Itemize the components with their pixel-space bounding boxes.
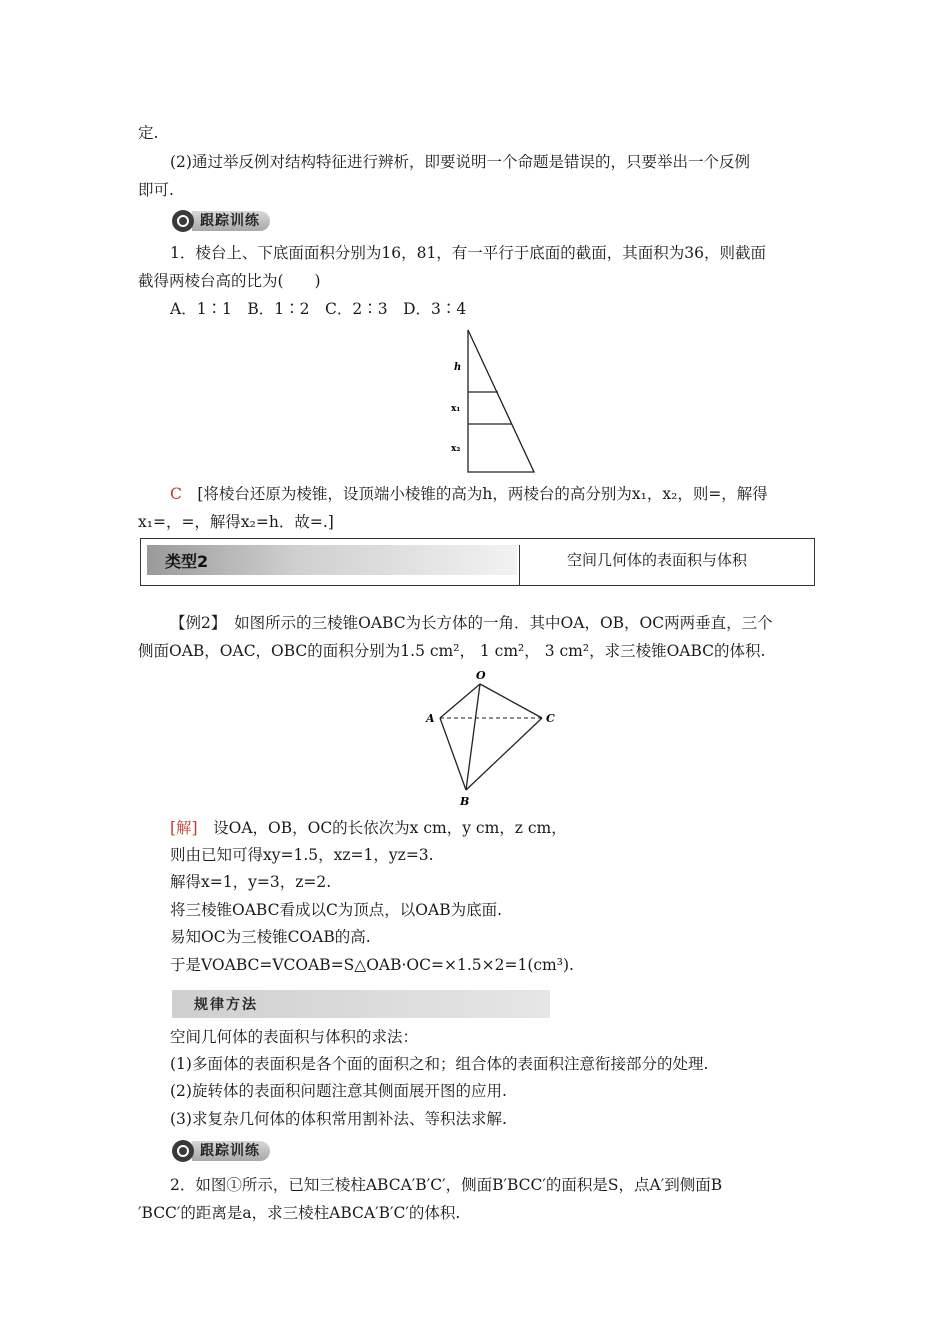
practice-badge: [172, 1140, 270, 1162]
solution-line: 易知OC为三棱锥COAB的高.: [170, 928, 371, 946]
question-1-options: A．1∶1 B．1∶2 C．2∶3 D．3∶4: [170, 300, 467, 318]
badge-label: 跟踪训练: [192, 1141, 270, 1161]
label-a: A: [426, 712, 435, 725]
solution-line: [170, 818, 567, 838]
edge: [480, 684, 542, 718]
question-1-line: 截得两棱台高的比为( ): [138, 272, 321, 290]
example-line: 侧面OAB，OAC，OBC的面积分别为1.5 cm²， 1 cm²， 3 cm²，求三棱锥OABC的体积.: [138, 642, 766, 660]
solution-line: 解得x=1，y=3，z=2.: [170, 873, 332, 891]
section-tag: [147, 545, 517, 575]
target-icon: [172, 210, 194, 232]
method-line: (3)求复杂几何体的体积常用割补法、等积法求解.: [170, 1110, 507, 1128]
label-x1: x₁: [451, 404, 461, 414]
label-o: O: [476, 669, 486, 682]
frustum-figure: [440, 328, 550, 476]
solution-line: 于是VOABC=VCOAB=S△OAB·OC=×1.5×2=1(cm³).: [170, 956, 574, 974]
label-b: B: [460, 795, 470, 808]
answer-line: [170, 484, 768, 504]
practice-badge: [172, 210, 270, 232]
solution-line: 则由已知可得xy=1.5，xz=1，yz=3.: [170, 846, 434, 864]
method-line: (2)旋转体的表面积问题注意其侧面展开图的应用.: [170, 1082, 507, 1100]
solution-text: 设OA，OB，OC的长依次为x cm，y cm，z cm，: [197, 819, 567, 837]
example-line: 【例2】 如图所示的三棱锥OABC为长方体的一角．其中OA，OB，OC两两垂直，三个: [170, 614, 773, 632]
target-icon: [172, 1140, 194, 1162]
text-line: 即可.: [138, 181, 174, 199]
method-line: 空间几何体的表面积与体积的求法：: [170, 1028, 419, 1046]
answer-text: [将棱台还原为棱锥，设顶端小棱锥的高为h，两棱台的高分别为x₁，x₂，则=，解得: [181, 485, 768, 503]
edge: [466, 718, 542, 790]
edge: [440, 684, 480, 718]
section-tag-label: 类型2: [165, 552, 209, 571]
divider: [519, 545, 520, 585]
section-title: 空间几何体的表面积与体积: [567, 551, 748, 569]
question-2-line: 2．如图①所示，已知三棱柱ABCA′B′C′，侧面B′BCC′的面积是S，点A′到侧面B: [170, 1176, 723, 1194]
method-label: 规律方法: [194, 997, 258, 1013]
triangle: [468, 330, 534, 472]
section-header: [140, 538, 815, 586]
label-h: h: [454, 362, 462, 373]
solution-tag: [解]: [170, 819, 198, 837]
edge: [466, 684, 480, 790]
question-2-line: ′BCC′的距离是a，求三棱柱ABCA′B′C′的体积.: [138, 1204, 461, 1222]
edge: [440, 718, 466, 790]
solution-line: 将三棱锥OABC看成以C为顶点，以OAB为底面.: [170, 901, 503, 919]
method-bar: [172, 990, 550, 1018]
text-line: 定.: [138, 124, 159, 142]
answer-line: x₁=，=，解得x₂=h．故=.]: [138, 513, 334, 531]
tetrahedron-figure: [418, 666, 568, 812]
method-line: (1)多面体的表面积是各个面的面积之和；组合体的表面积注意衔接部分的处理.: [170, 1055, 709, 1073]
text-line: (2)通过举反例对结构特征进行辨析，即要说明一个命题是错误的，只要举出一个反例: [170, 153, 750, 171]
question-1-line: 1．棱台上、下底面面积分别为16，81，有一平行于底面的截面，其面积为36，则截面: [170, 244, 767, 262]
label-x2: x₂: [451, 444, 461, 454]
badge-label: 跟踪训练: [192, 211, 270, 231]
label-c: C: [546, 712, 555, 725]
answer-letter: C: [170, 485, 182, 503]
